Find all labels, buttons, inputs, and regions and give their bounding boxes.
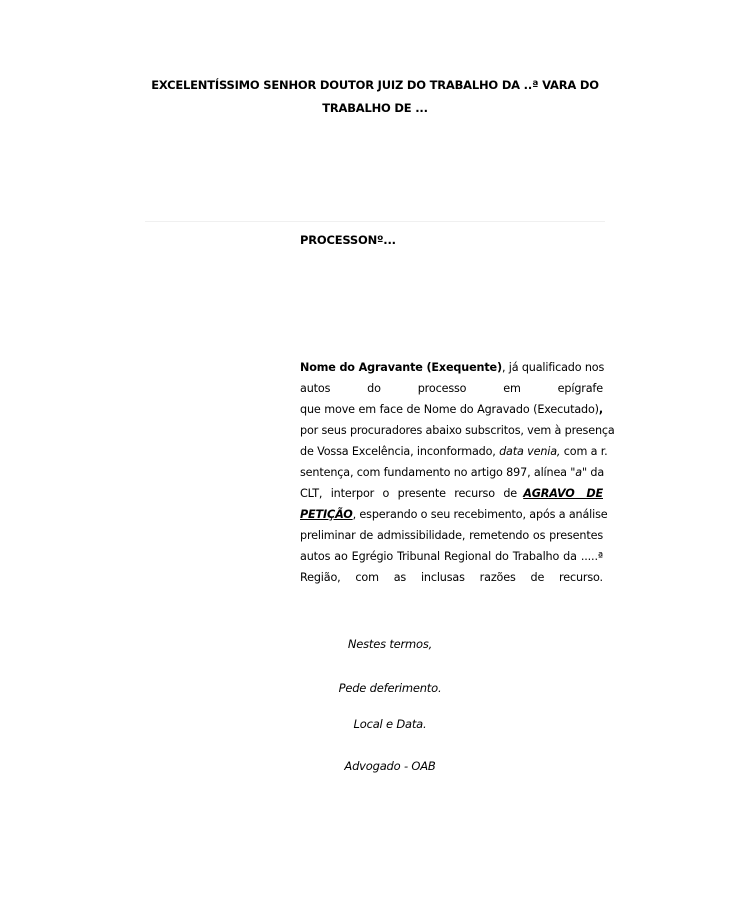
agravo-title: AGRAVO DE bbox=[523, 487, 603, 500]
body-word: Região, bbox=[300, 571, 341, 584]
body-line-7 bbox=[300, 483, 603, 504]
body-word: recurso. bbox=[559, 571, 603, 584]
closing-place-date: Local e Data. bbox=[353, 717, 427, 731]
body-text: data venia, bbox=[499, 445, 561, 458]
body-line-11 bbox=[300, 567, 603, 588]
agravante-name: Nome do Agravante (Exequente) bbox=[300, 361, 502, 374]
body-word: razões bbox=[479, 571, 516, 584]
heading-line-2: TRABALHO DE ... bbox=[322, 101, 428, 115]
body-text: de Vossa Excelência, inconformado, bbox=[300, 445, 500, 458]
body-word: inclusas bbox=[420, 571, 465, 584]
body-word: com bbox=[355, 571, 379, 584]
body-word: autos bbox=[300, 382, 331, 395]
body-text: CLT, interpor o presente recurso de bbox=[300, 487, 518, 500]
body-word: em bbox=[503, 382, 521, 395]
process-number: PROCESSONº... bbox=[300, 233, 396, 247]
document-heading bbox=[140, 74, 610, 120]
body-text: com a r. bbox=[560, 445, 608, 458]
body-text: , bbox=[598, 403, 603, 416]
body-line-1 bbox=[300, 357, 603, 378]
body-line-4: por seus procuradores abaixo subscritos, vem à presença bbox=[300, 424, 615, 437]
body-line-3 bbox=[300, 399, 603, 420]
body-line-10: autos ao Egrégio Tribunal Regional do Trabalho da .....ª bbox=[300, 550, 603, 563]
body-word: de bbox=[530, 571, 545, 584]
body-text: que move em face de Nome do Agravado (Executado) bbox=[300, 403, 599, 416]
body-line-5 bbox=[300, 441, 608, 462]
body-line-2 bbox=[300, 378, 603, 399]
body-text: "a" bbox=[570, 466, 587, 479]
body-text: , já qualificado nos bbox=[501, 361, 605, 374]
body-text: da bbox=[587, 466, 605, 479]
body-line-6 bbox=[300, 462, 603, 483]
body-text: sentença, com fundamento no artigo 897, alínea bbox=[300, 466, 571, 479]
petition-body bbox=[300, 357, 615, 588]
closing-terms: Nestes termos, bbox=[347, 637, 433, 651]
heading-line-1: EXCELENTÍSSIMO SENHOR DOUTOR JUIZ DO TRABALHO DA ..ª VARA DO bbox=[151, 78, 599, 92]
body-word: processo bbox=[417, 382, 467, 395]
body-word: epígrafe bbox=[557, 382, 603, 395]
body-word: do bbox=[367, 382, 381, 395]
body-line-8 bbox=[300, 504, 608, 525]
peticao-title: PETIÇÃO bbox=[300, 508, 353, 521]
body-text: , esperando o seu recebimento, após a análise bbox=[352, 508, 608, 521]
body-line-9: preliminar de admissibilidade, remetendo os presentes bbox=[300, 529, 603, 542]
body-word: as bbox=[393, 571, 407, 584]
divider bbox=[145, 221, 605, 222]
closing-request: Pede deferimento. bbox=[338, 681, 442, 695]
closing-lawyer: Advogado - OAB bbox=[344, 759, 436, 773]
